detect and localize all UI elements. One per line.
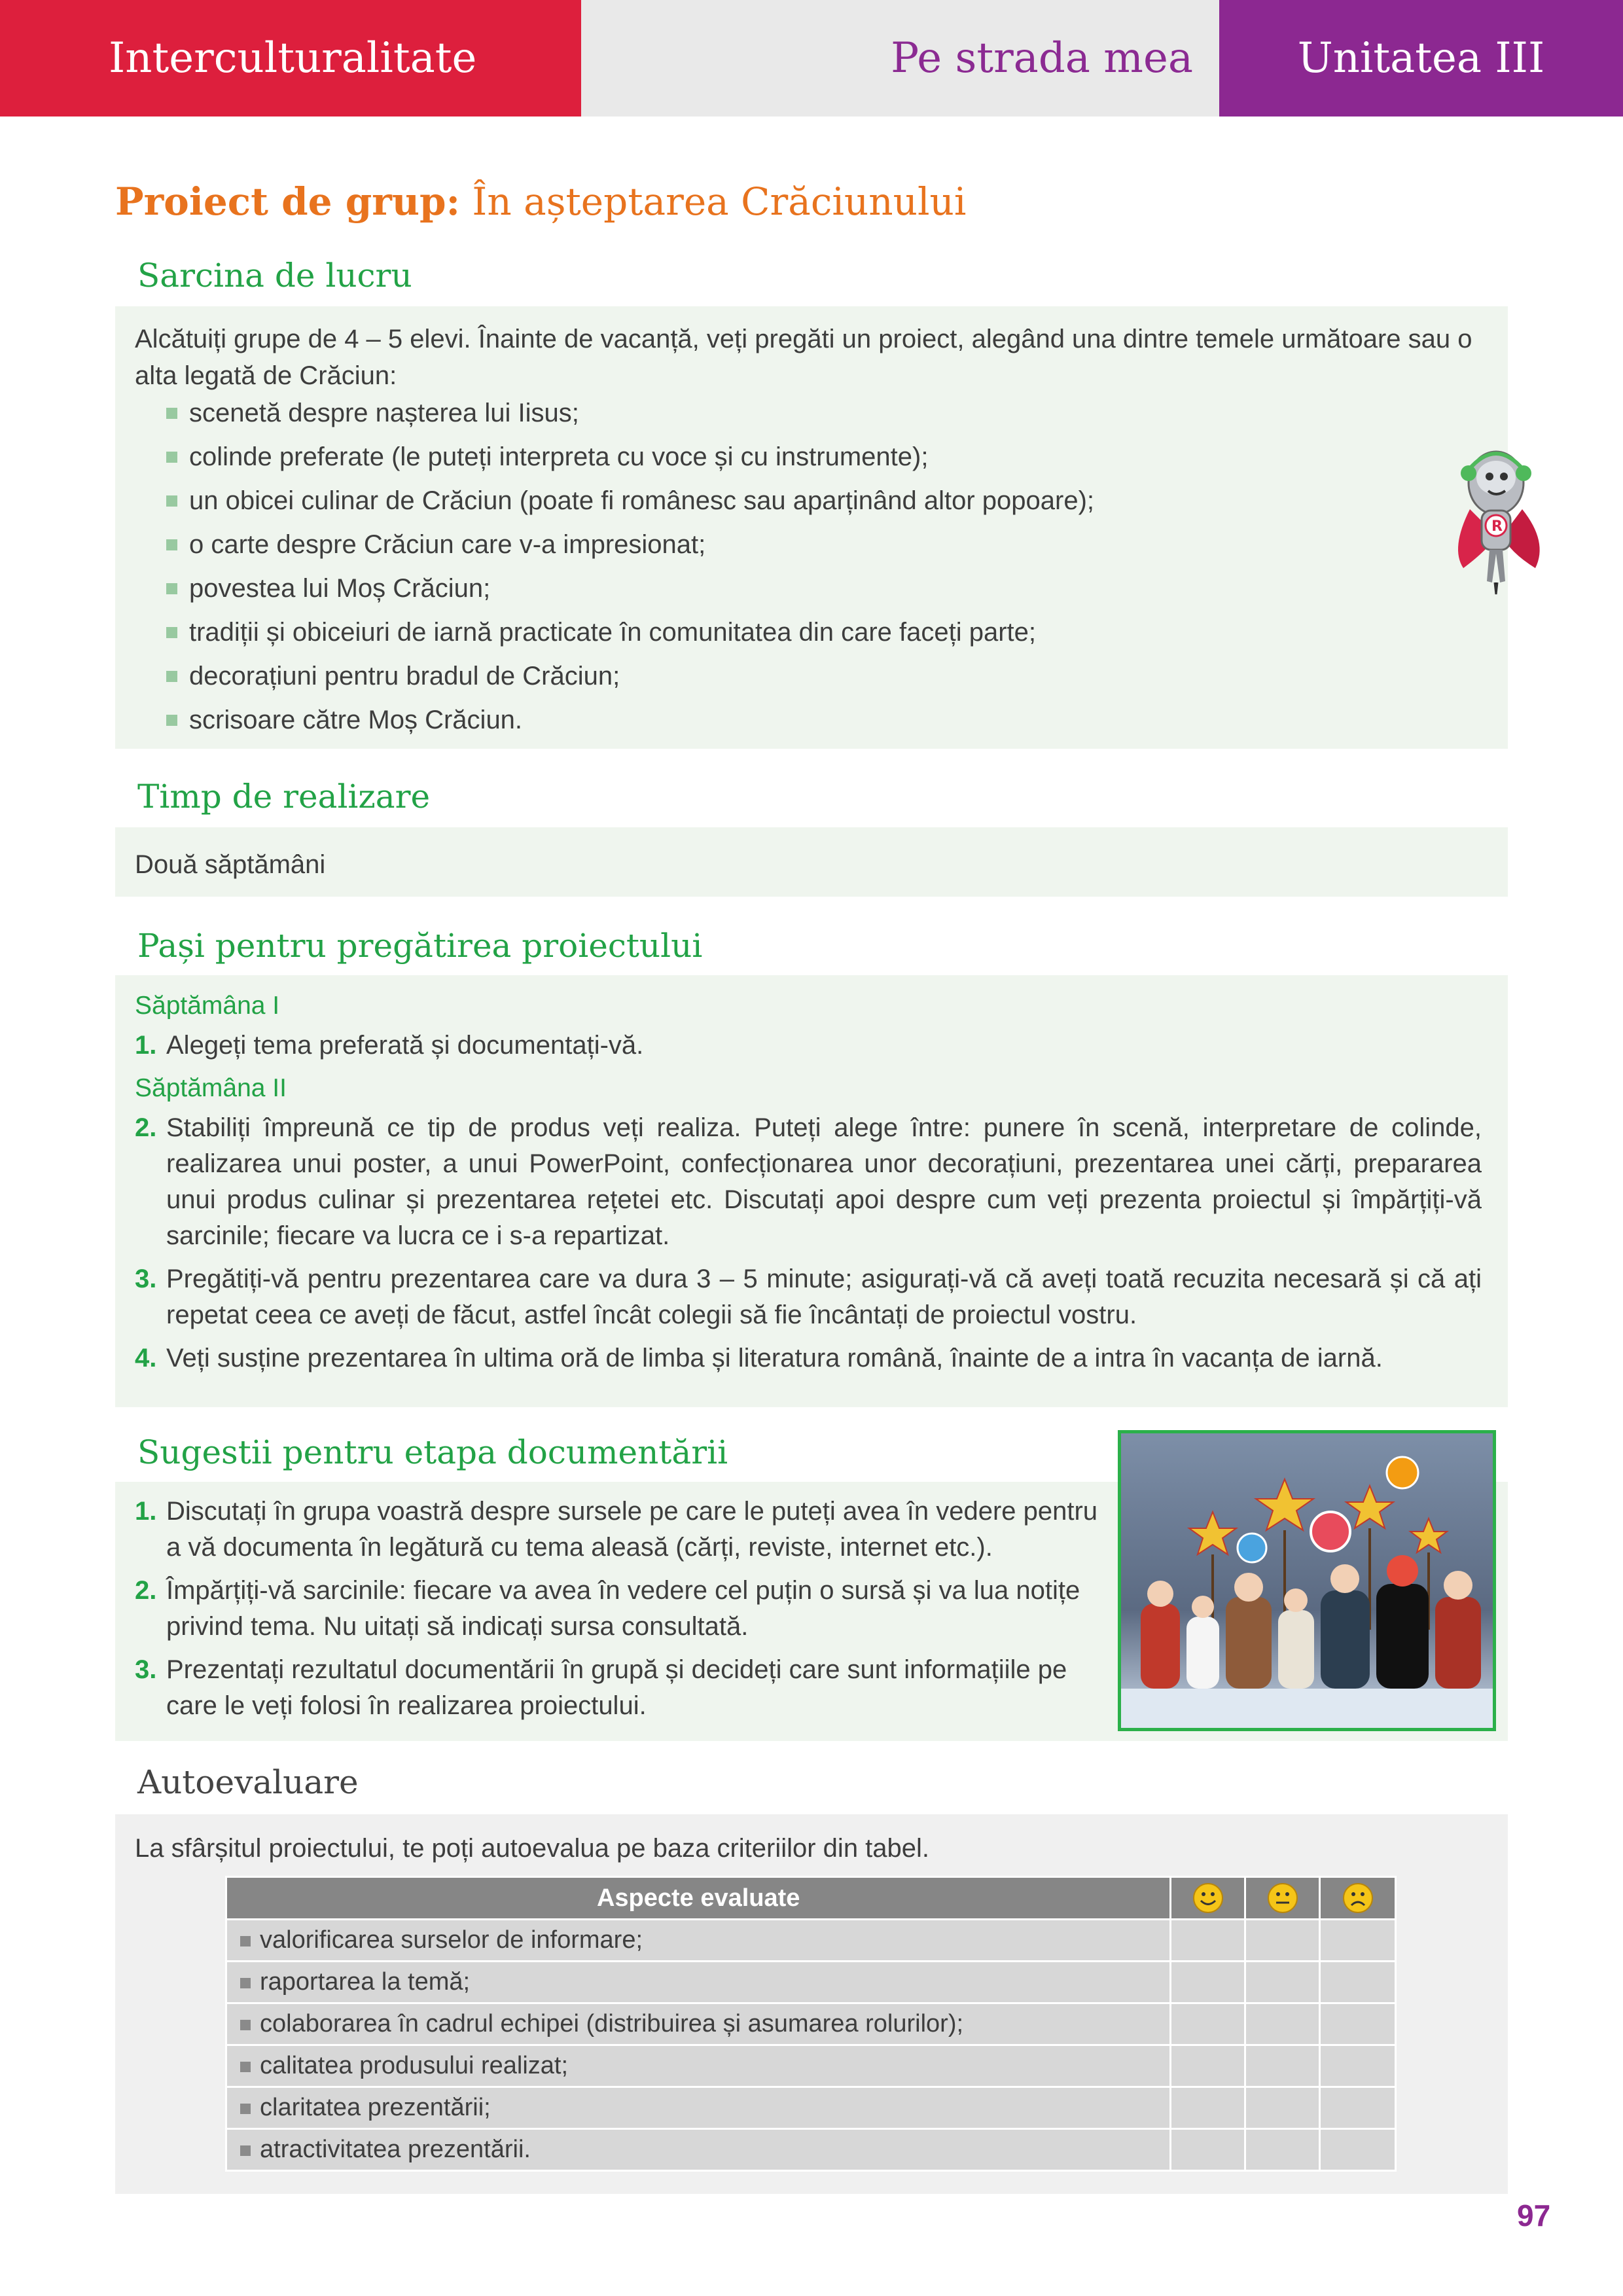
list-item: scrisoare către Moș Crăciun. [166,698,1487,742]
table-row: colaborarea în cadrul echipei (distribuirea și asumarea rolurilor); [226,2003,1396,2045]
project-title [115,179,966,224]
steps-box [115,975,1508,1407]
header-unit-topic [0,0,581,117]
table-header-row [226,1877,1396,1920]
research-heading: Sugestii pentru etapa documentării [137,1433,728,1471]
time-heading: Timp de realizare [137,778,431,816]
rating-cell[interactable] [1245,2045,1320,2087]
task-intro: Alcătuiți grupe de 4 – 5 elevi. Înainte de vacanță, veți pregăti un proiect, alegând una dintre temele următoare sau o alta legată de Crăciun: [135,325,1472,390]
rating-cell[interactable] [1320,2129,1396,2171]
rating-cell[interactable] [1320,1962,1396,2003]
research-item: 2. Împărțiți-vă sarcinile: fiecare va avea în vedere cel puțin o sursă și va lua notițe privind tema. Nu uitați să indicați sursa consultată. [135,1576,1080,1641]
aspects-column-header: Aspecte evaluate [226,1877,1171,1920]
list-item: decorațiuni pentru bradul de Crăciun; [166,655,1487,698]
sad-face-icon [1342,1882,1374,1914]
rating-cell[interactable] [1171,2087,1245,2129]
self-eval-heading: Autoevaluare [137,1763,359,1801]
table-row: calitatea produsului realizat; [226,2045,1396,2087]
research-item: 3. Prezentați rezultatul documentării în grupă și decideți care sunt informațiile pe care le veți folosi în realizarea proiectului. [135,1655,1067,1720]
list-item: o carte despre Crăciun care v-a impresionat; [166,523,1487,567]
rating-cell[interactable] [1320,1920,1396,1962]
mascot-icon [1444,437,1548,601]
carolers-photo [1118,1430,1496,1731]
research-item: 1. Discutați în grupa voastră despre sursele pe care le puteți avea în vedere pentru a vă documenta în legătură cu tema aleasă (cărți, reviste, internet etc.). [135,1497,1098,1562]
header-unit-label: Unitatea III [1297,34,1545,82]
step-item: 4. Veți susține prezentarea în ultima oră de limba și literatura română, înainte de a intra în vacanța de iarnă. [135,1344,1383,1372]
rating-cell[interactable] [1320,2045,1396,2087]
step-item: 3. Pregătiți-vă pentru prezentarea care va dura 3 – 5 minute; asigurați-vă că aveți toată recuzita necesară și că ați repetat ceea ce aveți de făcut, astfel încât colegii să fie încântați de proiectul vostru. [135,1265,1482,1329]
header-unit [1219,0,1623,117]
rating-cell[interactable] [1171,2045,1245,2087]
rating-cell[interactable] [1245,2087,1320,2129]
list-item: tradiții și obiceiuri de iarnă practicate în comunitatea din care faceți parte; [166,611,1487,655]
task-heading: Sarcina de lucru [137,257,412,295]
step-item: 2. Stabiliți împreună ce tip de produs veți realiza. Puteți alege între: punere în scenă, interpretare de colinde, realizarea unui poster, a unui PowerPoint, confecționarea unor decorațiuni, prezentarea unei cărți, prepararea unui produs culinar și prezentarea rețetei etc. Discutați apoi despre cum veți prezenta proiectul și împărțiți-vă sarcinile; fiecare va lucra ce i s-a repartizat. [135,1113,1482,1250]
list-item: povestea lui Moș Crăciun; [166,567,1487,611]
sad-column-header [1320,1877,1396,1920]
task-list [166,391,1487,742]
week-1-label: Săptămâna I [135,992,280,1020]
self-eval-intro: La sfârșitul proiectului, te poți autoevalua pe baza criteriilor din tabel. [135,1834,930,1863]
evaluation-table [225,1876,1397,2172]
rating-cell[interactable] [1320,2087,1396,2129]
table-row: raportarea la temă; [226,1962,1396,2003]
page-number: 97 [1517,2198,1551,2233]
header-chapter [581,0,1219,117]
list-item: un obicei culinar de Crăciun (poate fi românesc sau aparținând altor popoare); [166,479,1487,523]
project-label: Proiect de grup: [115,179,460,224]
header-chapter-label: Pe strada mea [891,34,1193,82]
list-item: scenetă despre nașterea lui Iisus; [166,391,1487,435]
rating-cell[interactable] [1171,1920,1245,1962]
rating-cell[interactable] [1171,2003,1245,2045]
rating-cell[interactable] [1245,1962,1320,2003]
time-value: Două săptămâni [135,850,326,879]
time-box [115,827,1508,897]
table-row: claritatea prezentării; [226,2087,1396,2129]
rating-cell[interactable] [1245,2129,1320,2171]
neutral-column-header [1245,1877,1320,1920]
happy-column-header [1171,1877,1245,1920]
rating-cell[interactable] [1171,2129,1245,2171]
table-row: atractivitatea prezentării. [226,2129,1396,2171]
rating-cell[interactable] [1171,1962,1245,2003]
rating-cell[interactable] [1245,2003,1320,2045]
header-topic-label: Interculturalitate [109,34,477,82]
task-box [115,306,1508,749]
week-2-label: Săptămâna II [135,1074,287,1102]
rating-cell[interactable] [1245,1920,1320,1962]
project-name: În așteptarea Crăciunului [459,179,967,224]
svg-text:R: R [1491,518,1503,535]
step-item: 1. Alegeți tema preferată și documentați-vă. [135,1031,644,1060]
steps-heading: Pași pentru pregătirea proiectului [137,927,703,965]
table-row: valorificarea surselor de informare; [226,1920,1396,1962]
neutral-face-icon [1266,1882,1299,1914]
happy-face-icon [1192,1882,1224,1914]
rating-cell[interactable] [1320,2003,1396,2045]
list-item: colinde preferate (le puteți interpreta cu voce și cu instrumente); [166,435,1487,479]
